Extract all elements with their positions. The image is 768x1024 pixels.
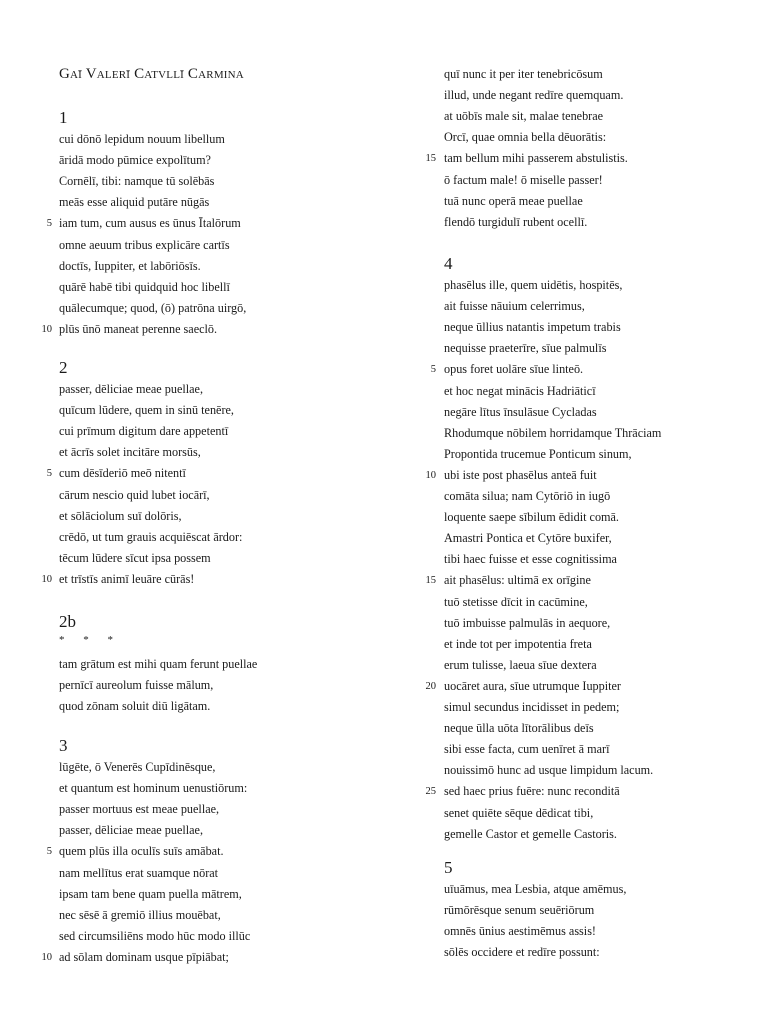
verse-line: illud, unde negant redīre quemquam. bbox=[444, 88, 624, 103]
verse-line: et quantum est hominum uenustiōrum: bbox=[59, 781, 248, 796]
verse-line: plūs ūnō maneat perenne saeclō. bbox=[59, 321, 218, 336]
verse-line: cui dōnō lepidum nouum libellum bbox=[59, 132, 225, 146]
verse-line: quem plūs illa oculīs suīs amābat. bbox=[59, 844, 224, 859]
verse-line: omne aeuum tribus explicāre cartīs bbox=[59, 237, 230, 252]
line-number: 10 bbox=[41, 573, 52, 585]
verse-line: tam bellum mihi passerem abstulistis. bbox=[444, 151, 628, 166]
verse-line: sed haec prius fuēre: nunc reconditā bbox=[444, 784, 620, 799]
line-number: 5 bbox=[430, 364, 436, 376]
verse-line: uīuāmus, mea Lesbia, atque amēmus, bbox=[444, 882, 627, 896]
verse-line: meās esse aliquid putāre nūgās bbox=[59, 195, 210, 210]
line-number: 25 bbox=[425, 786, 436, 798]
verse-line: et hoc negat minācis Hadriāticī bbox=[444, 383, 596, 398]
verse-line: phasēlus ille, quem uidētis, hospitēs, bbox=[444, 278, 623, 292]
verse-line: Amastri Pontica et Cytōre buxifer, bbox=[444, 531, 612, 546]
verse-line: ad sōlam dominam usque pīpiābat; bbox=[59, 949, 229, 964]
verse-line: cui prīmum digitum dare appetentī bbox=[59, 424, 229, 439]
poem-number: 5 bbox=[444, 858, 453, 877]
verse-line: tibi haec fuisse et esse cognitissima bbox=[444, 552, 617, 567]
verse-line: passer mortuus est meae puellae, bbox=[59, 802, 220, 817]
verse-line: opus foret uolāre sīue linteō. bbox=[444, 362, 584, 377]
poem-number: 3 bbox=[59, 736, 68, 755]
verse-line: lūgēte, ō Venerēs Cupīdinēsque, bbox=[59, 760, 216, 774]
verse-line: simul secundus incidisset in pedem; bbox=[444, 700, 620, 714]
verse-line: uocāret aura, sīue utrumque Iuppiter bbox=[444, 678, 621, 693]
verse-line: ipsam tam bene quam puella mātrem, bbox=[59, 886, 242, 901]
line-number: 15 bbox=[425, 153, 436, 165]
verse-line: sed circumsiliēns modo hūc modo illūc bbox=[59, 928, 251, 943]
verse-line: iam tum, cum ausus es ūnus Ītalōrum bbox=[59, 216, 241, 231]
verse-line: quī nunc it per iter tenebricōsum bbox=[444, 67, 603, 81]
verse-line: sibi esse facta, cum uenīret ā marī bbox=[444, 742, 610, 757]
verse-line: quārē habē tibi quidquid hoc libellī bbox=[59, 279, 230, 294]
verse-line: loquente saepe sībilum ēdidit comā. bbox=[444, 510, 619, 525]
poem-number: 2 bbox=[59, 358, 68, 377]
verse-line: gemelle Castor et gemelle Castoris. bbox=[444, 826, 617, 841]
verse-line: et trīstīs animī leuāre cūrās! bbox=[59, 571, 195, 586]
verse-line: quod zōnam soluit diū ligātam. bbox=[59, 699, 211, 714]
line-number: 5 bbox=[46, 218, 52, 230]
verse-line: Propontida trucemue Ponticum sinum, bbox=[444, 446, 632, 461]
verse-line: passer, dēliciae meae puellae, bbox=[59, 382, 203, 396]
verse-line: negāre lītus īnsulāsue Cycladas bbox=[444, 404, 597, 419]
verse-line: ubi iste post phasēlus anteā fuit bbox=[444, 467, 597, 482]
verse-line: tuā nunc operā meae puellae bbox=[444, 193, 583, 208]
verse-line: neque ūllius natantis impetum trabis bbox=[444, 320, 621, 335]
verse-line: doctīs, Iuppiter, et labōriōsīs. bbox=[59, 258, 201, 273]
verse-line: at uōbīs male sit, malae tenebrae bbox=[444, 109, 604, 124]
verse-line: pernīcī aureolum fuisse mālum, bbox=[59, 678, 214, 693]
line-number: 10 bbox=[41, 323, 52, 335]
verse-line: Cornēlī, tibi: namque tū solēbās bbox=[59, 174, 215, 189]
verse-line: sōlēs occidere et redīre possunt: bbox=[444, 945, 600, 960]
verse-line: erum tulisse, laeua sīue dextera bbox=[444, 657, 597, 672]
verse-line: nouissimō hunc ad usque limpidum lacum. bbox=[444, 763, 654, 778]
verse-line: comāta silua; nam Cytōriō in iugō bbox=[444, 489, 611, 503]
verse-line: ait fuisse nāuium celerrimus, bbox=[444, 299, 585, 314]
verse-line: ait phasēlus: ultimā ex orīgine bbox=[444, 573, 591, 588]
verse-line: flendō turgidulī rubent ocellī. bbox=[444, 214, 588, 229]
verse-line: omnēs ūnius aestimēmus assis! bbox=[444, 924, 596, 939]
verse-line: Rhodumque nōbilem horridamque Thrāciam bbox=[444, 425, 662, 440]
poem-number: 2b bbox=[59, 612, 76, 631]
verse-line: tuō imbuisse palmulās in aequore, bbox=[444, 615, 611, 630]
verse-line: cum dēsīderiō meō nitentī bbox=[59, 466, 186, 481]
verse-line: āridā modo pūmice expolītum? bbox=[59, 153, 211, 168]
lacuna-marker: * * * bbox=[59, 634, 121, 646]
verse-line: quālecumque; quod, (ō) patrōna uirgō, bbox=[59, 300, 247, 315]
line-number: 10 bbox=[41, 951, 52, 963]
verse-line: tuō stetisse dīcit in cacūmine, bbox=[444, 594, 588, 609]
verse-line: crēdō, ut tum grauis acquiēscat ārdor: bbox=[59, 529, 243, 544]
verse-line: passer, dēliciae meae puellae, bbox=[59, 823, 203, 838]
line-number: 20 bbox=[425, 680, 436, 692]
line-number: 10 bbox=[425, 469, 436, 481]
poem-number: 1 bbox=[59, 108, 68, 127]
verse-line: rūmōrēsque senum seuēriōrum bbox=[444, 903, 595, 918]
verse-line: et ācrīs solet incitāre morsūs, bbox=[59, 445, 201, 460]
verse-line: et sōlāciolum suī dolōris, bbox=[59, 508, 182, 523]
line-number: 5 bbox=[46, 846, 52, 858]
verse-line: tam grātum est mihi quam ferunt puellae bbox=[59, 657, 258, 671]
verse-line: neque ūlla uōta lītorālibus deīs bbox=[444, 721, 594, 736]
verse-line: tēcum lūdere sīcut ipsa possem bbox=[59, 550, 211, 565]
poem-number: 4 bbox=[444, 254, 453, 273]
verse-line: ō factum male! ō miselle passer! bbox=[444, 172, 603, 187]
verse-line: cārum nescio quid lubet iocārī, bbox=[59, 487, 210, 502]
line-number: 5 bbox=[46, 468, 52, 480]
verse-line: senet quiēte sēque dēdicat tibi, bbox=[444, 805, 594, 820]
verse-line: nam mellītus erat suamque nōrat bbox=[59, 865, 219, 880]
verse-line: et inde tot per impotentia freta bbox=[444, 636, 592, 651]
verse-line: nequisse praeterīre, sīue palmulīs bbox=[444, 341, 607, 356]
verse-line: nec sēsē ā gremiō illius mouēbat, bbox=[59, 907, 221, 922]
line-number: 15 bbox=[425, 575, 436, 587]
verse-line: quīcum lūdere, quem in sinū tenēre, bbox=[59, 403, 234, 418]
verse-line: Orcī, quae omnia bella dēuorātis: bbox=[444, 130, 607, 145]
page-title: Gaī Valerī Catvllī Carmina bbox=[59, 66, 244, 82]
